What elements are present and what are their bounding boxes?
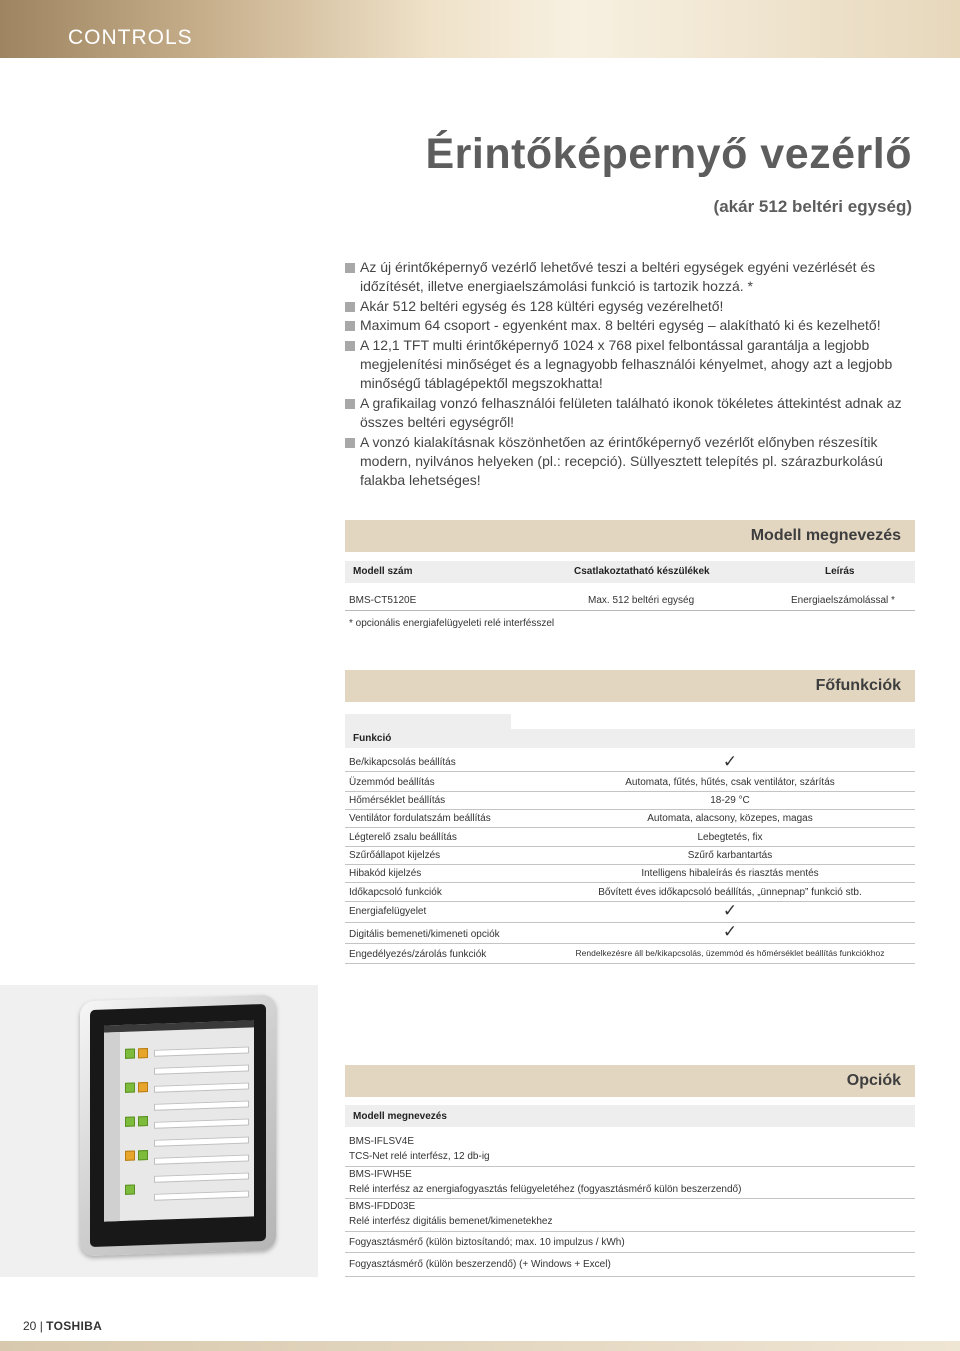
option-row — [345, 1233, 915, 1253]
function-row: Hőmérséklet beállítás 18-29 °C — [345, 792, 915, 810]
model-table-header: Modell megnevezés — [345, 520, 915, 552]
function-row: Időkapcsoló funkciók Bővített éves időkapcsoló beállítás, „ünnepnap” funkció stb. — [345, 884, 915, 902]
feature-item: Akár 512 beltéri egység és 128 kültéri egység vezérelhető! — [345, 297, 915, 316]
option-row — [345, 1168, 915, 1199]
function-row: Engedélyezés/zárolás funkciók Rendelkezésre áll be/kikapcsolás, üzemmód és hőmérséklet beállítás funkciókhoz — [345, 944, 915, 964]
feature-item: A grafikailag vonzó felhasználói felületen található ikonok tökéletes áttekintést adnak az összes beltéri egységről! — [345, 394, 915, 433]
device-screen — [104, 1020, 254, 1221]
bottom-band — [0, 1341, 960, 1351]
option-description: Fogyasztásmérő (külön beszerzendő) (+ Windows + Excel) — [349, 1259, 611, 1270]
divider — [345, 610, 915, 611]
checkmark-icon: ✓ — [722, 752, 738, 771]
unit-tile-icon — [125, 1049, 135, 1059]
unit-tile-icon — [125, 1185, 135, 1195]
brand-logo: TOSHIBA — [46, 1319, 103, 1333]
section-banner — [0, 0, 960, 58]
function-row: Digitális bemeneti/kimeneti opciók ✓ — [345, 924, 915, 944]
bullet-square-icon — [345, 302, 355, 312]
screen-status-bar — [104, 1020, 254, 1032]
unit-tile-icon — [138, 1048, 148, 1058]
option-row — [345, 1200, 915, 1232]
function-row: Be/kikapcsolás beállítás ✓ — [345, 754, 915, 772]
col-model-name: Modell megnevezés — [353, 1111, 447, 1122]
function-row: Energiafelügyelet ✓ — [345, 903, 915, 923]
option-model: BMS-IFLSV4E — [349, 1136, 415, 1147]
unit-row-stripe — [154, 1173, 249, 1183]
screen-sidebar — [104, 1032, 120, 1222]
feature-list — [345, 258, 915, 491]
col-model-number: Modell szám — [353, 566, 413, 577]
feature-item: Maximum 64 csoport - egyenként max. 8 beltéri egység – alakítható ki és kezelhető! — [345, 316, 915, 335]
unit-row-stripe — [154, 1137, 249, 1147]
unit-tile-icon — [138, 1116, 148, 1126]
option-model: BMS-IFDD03E — [349, 1201, 416, 1212]
unit-tile-icon — [125, 1083, 135, 1093]
unit-tile-icon — [125, 1151, 135, 1161]
unit-row-stripe — [154, 1047, 249, 1057]
option-description: Fogyasztásmérő (külön biztosítandó; max. 10 impulzus / kWh) — [349, 1237, 625, 1248]
feature-item: A 12,1 TFT multi érintőképernyő 1024 x 768 pixel felbontással garantálja a legjobb megjelenítési minőséget és a legnagyobb felhasználói kényelmet, ahogy azt a legjobb minőségű táblagépektől megszokhatta! — [345, 336, 915, 394]
unit-row-stripe — [154, 1119, 249, 1129]
option-row — [345, 1254, 915, 1277]
model-number-cell: BMS-CT5120E — [349, 595, 417, 606]
bullet-square-icon — [345, 263, 355, 273]
checkmark-icon: ✓ — [722, 922, 738, 941]
unit-row-stripe — [154, 1083, 249, 1093]
feature-item: A vonzó kialakításnak köszönhetően az érintőképernyő vezérlőt előnyben részesítik modern, nyilvános helyeken (pl.: recepció). Süllyesztett telepítés pl. szárazburkolású falakba lehetséges! — [345, 433, 915, 491]
option-description: Relé interfész digitális bemenet/kimenetekhez — [349, 1216, 553, 1227]
bullet-square-icon — [345, 341, 355, 351]
unit-row-stripe — [154, 1191, 249, 1201]
option-row — [345, 1135, 915, 1167]
section-title: CONTROLS — [68, 26, 193, 49]
description-cell: Energiaelszámolással * — [791, 595, 895, 606]
page-number: 20 — [23, 1319, 37, 1333]
function-row: Szűrőállapot kijelzés Szűrő karbantartás — [345, 847, 915, 865]
options-table-header: Opciók — [345, 1065, 915, 1097]
unit-row-stripe — [154, 1065, 249, 1075]
unit-row-stripe — [154, 1101, 249, 1111]
function-row: Hibakód kijelzés Intelligens hibaleírás és riasztás mentés — [345, 865, 915, 883]
function-row: Ventilátor fordulatszám beállítás Automata, alacsony, közepes, magas — [345, 810, 915, 828]
page-title: Érintőképernyő vezérlő — [425, 130, 912, 178]
unit-tile-icon — [138, 1082, 148, 1092]
checkmark-icon: ✓ — [722, 901, 738, 920]
device-frame — [80, 995, 276, 1257]
touchscreen-device-image — [0, 985, 318, 1277]
unit-row-stripe — [154, 1155, 249, 1165]
page-subtitle: (akár 512 beltéri egység) — [713, 197, 912, 216]
model-footnote: * opcionális energiafelügyeleti relé interfésszel — [349, 618, 555, 629]
option-model: BMS-IFWH5E — [349, 1169, 412, 1180]
option-description: TCS-Net relé interfész, 12 db-ig — [349, 1151, 490, 1162]
functions-table-header: Főfunkciók — [345, 670, 915, 702]
footer-separator: | — [39, 1319, 47, 1333]
value-column-header — [511, 729, 915, 748]
unit-tile-icon — [138, 1150, 148, 1160]
unit-tile-icon — [125, 1117, 135, 1127]
bullet-square-icon — [345, 399, 355, 409]
option-description: Relé interfész az energiafogyasztás felügyeletéhez (fogyasztásmérő külön beszerzendő) — [349, 1184, 742, 1195]
device-bezel — [90, 1004, 266, 1247]
col-description: Leírás — [825, 566, 855, 577]
bullet-square-icon — [345, 438, 355, 448]
page-footer — [23, 1319, 102, 1333]
bullet-square-icon — [345, 321, 355, 331]
connectable-cell: Max. 512 beltéri egység — [588, 595, 695, 606]
function-row: Üzemmód beállítás Automata, fűtés, hűtés, csak ventilátor, szárítás — [345, 774, 915, 792]
col-function: Funkció — [353, 733, 392, 744]
function-row: Légterelő zsalu beállítás Lebegtetés, fix — [345, 829, 915, 847]
col-connectable: Csatlakoztatható készülékek — [574, 566, 710, 577]
feature-item: Az új érintőképernyő vezérlő lehetővé teszi a beltéri egységek egyéni vezérlését és időzítését, illetve energiaelszámolási funkció is tartozik hozzá. * — [345, 258, 915, 297]
